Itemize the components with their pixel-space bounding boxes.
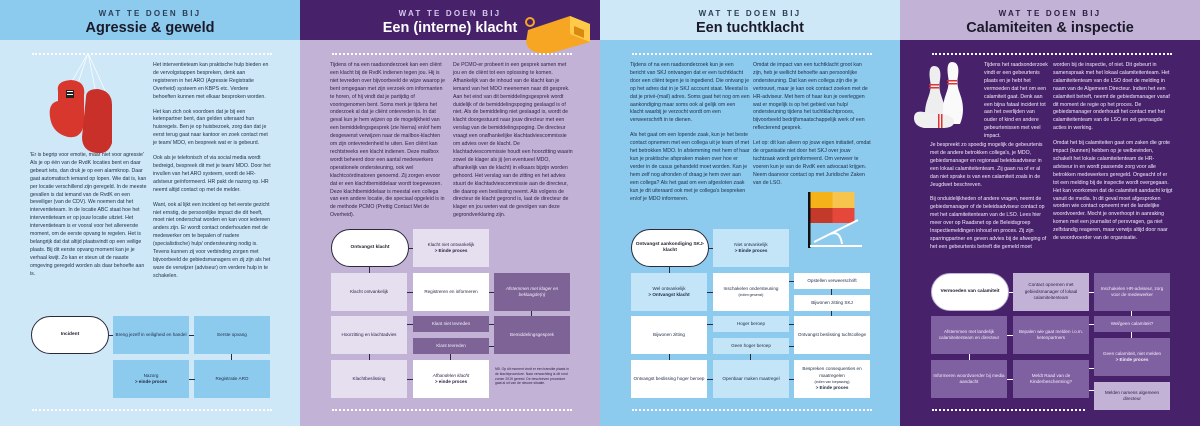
flow-defense: Opstellen verweerschrift — [794, 273, 870, 289]
panel-header — [600, 0, 900, 40]
boxing-gloves-icon — [36, 53, 136, 153]
flow-align: Afstemmen met klager en beklaagde(n) — [494, 273, 570, 311]
dotted-divider — [932, 409, 1085, 411]
whistle-icon — [518, 8, 598, 58]
kicker: WAT TE DOEN BIJ — [98, 9, 202, 18]
flow-start-incident: Incident — [31, 316, 109, 354]
body-text-right: Het interventieteam kan praktische hulp bieden en de vervolgstappen bespreken, denk aan registreren in het ARO (Agressie Registratie Overheid) systeem en KBPS etc. Verdere behoeften kunnen met elkaar besproken worden. Het kan zich ook voordoen dat je bij een ketenpartner bent, dan gelden uiteraard hun huisregels. Ben je op huisbezoek, zorg dan dat je eerst terug gaat naar kantoor en zoek contact met je team/ MDO, en bespreek wat er is gebeurd. Ook als je telefonisch of via social media wordt bedreigd, bespreek dit met je team/ MDO. Door het invullen van het ARO systeem, wordt de HR-adviseur geïnformeerd. HR pakt de nazorg op. HR neemt altijd contact op met de melder. Want, ook al lijkt een incident op het eerste gezicht niet ernstig, de persoonlijke impact die dit heeft, moet niet onderschat worden en kan voor iedereen anders zijn. Er wordt contact onderhouden met de medewerker om te bepalen of nadere (specialistische) hulp/ ondersteuning nodig is. Tevens kunnen zij voor verbinding zorgen met bijvoorbeeld de gebiedsmanagers en zij zijn als het ware de verwijzer (adviseur) om verdere hulp in te schakelen. — [153, 62, 271, 279]
flow-hr: Inschakelen HR-adviseur, zorg voor de medewerker — [1094, 273, 1170, 311]
body-text-left: Tijdens of na een raadsonderzoek kun je een bericht van SKJ ontvangen dat er een tuchtklacht door een cliënt tegen je is ingediend. Die ontvang je op het adres dat in je SKJ account staat. Meestal is dat je privé-(mail) adres. Soms gaat het nog om een aankondiging maar soms ook al gelijk om een klacht waarbij je verzocht wordt om een verweerschrift in te dienen. Als het gaat om een lopende zaak, kun je het beste contact opnemen met een collega uit je team of met het betrokken MDO. In afstemming met hem of haar kun je praktische afspraken maken over hoe er verder in de casus gehandeld moet worden. Kan je hem zelf nog afronden of draag je hem over aan een collega? Als het gaat om een afgesloten zaak kun je dit uiteraard ook met je collega's bespreken en/of je MDO informeren. — [630, 62, 750, 202]
flow-contact: Contact opnemen met gebiedsmanager of lokaal calamiteitenteam — [1013, 273, 1089, 311]
flag-icon — [800, 190, 870, 250]
flow-not-admissible: Niet ontvankelijk > Einde proces — [713, 229, 789, 267]
panel-title: Agressie & geweld — [85, 20, 215, 36]
flow-satisfied: Klant tevreden — [413, 338, 489, 354]
flow-appeal: Hoger beroep — [713, 316, 789, 332]
dotted-divider — [932, 53, 1172, 55]
body-text-intro: Tijdens het raadsonderzoek vindt er een gebeurtenis plaats en je hebt het vermoeden dat het om een calamiteit gaat. Denk aan een bijna fataal incident tot aan het overlijden van ouder of kind en andere gebeurtenissen met veel impact. — [984, 62, 1048, 140]
flow-step-safety: Breng jezelf in veiligheid en handel — [113, 316, 189, 354]
kicker: WAT TE DOEN BIJ — [698, 9, 802, 18]
flow-arrow — [789, 324, 794, 325]
flow-no-appeal: Geen hoger beroep — [713, 338, 789, 354]
flow-rvdk: Meldt Raad van de Kinderbescherming? — [1013, 360, 1089, 398]
flow-arrow — [489, 346, 494, 347]
flow-start-suspicion: Vermoeden van calamiteit — [931, 273, 1009, 311]
flow-start-complaint: Ontvangst klacht — [331, 229, 409, 267]
flow-hearing: Hoorzitting en klachtadvies — [331, 316, 407, 354]
dotted-divider — [332, 53, 572, 55]
dotted-divider — [632, 409, 872, 411]
panel-title: Een (interne) klacht — [382, 20, 518, 36]
flow-start-announcement: Ontvangst aankondiging SKJ-klacht — [631, 229, 709, 267]
flow-note: NB. Op dit moment vindt er een transitie plaats in de klachtprocedure. Naar verwachting is dit rond zomer 2019 gereed. De beschreven procedure gaat al uit van de nieuwe situatie. — [495, 367, 569, 386]
flow-decide: Bepalen wie gaat melden i.o.m. ketenpartners — [1013, 316, 1089, 354]
bowling-pins-icon — [912, 62, 982, 134]
flow-discuss: Bespreken consequenties en maatregelen (indien van toepassing) > Einde proces — [794, 360, 870, 398]
panel-calamities — [900, 0, 1200, 426]
flow-support: Inschakelen ondersteuning (indien gewenst) — [713, 273, 789, 311]
body-text-left: Je bespreekt zo spoedig mogelijk de gebeurtenis met de andere betrokken collega's, je MDO, gebiedsmanager en regionaal beleidsadviseur in een lokaal calamiteitenteam. Zij gaan na of er al dan niet sprake is van een calamiteit zoals in de Jeugdwet beschreven. Bij onduidelijkheden of andere vragen, neemt de gebiedsmanager of de beleidsadviseur contact op met het calamiteitenteam van de LSO. Lees hier meer over op Raadsnet op de Beleidsgroep Inspectiemeldingen inhoud en proces. Zij zijn sparringpartner en geven advies bij de afweging of het een gebeurtenis betreft die gemeld moet — [930, 142, 1047, 250]
flow-align: Afstemmen met landelijk calamiteitenteam en directeur — [931, 316, 1007, 354]
flow-admissible: Klacht ontvankelijk — [331, 273, 407, 311]
flow-decision: Klachtbeslissing — [331, 360, 407, 398]
panel-aggression — [0, 0, 300, 426]
flow-arrow — [407, 324, 413, 325]
flow-not-satisfied: Klant niet tevreden — [413, 316, 489, 332]
flow-arrow — [789, 346, 794, 347]
flow-inform: Informeren woordvoerder bij media aandacht — [931, 360, 1007, 398]
flow-no-calamity: Geen calamiteit, niet melden > Einde proces — [1094, 338, 1170, 376]
flow-report: Melden namens algemeen directeur — [1094, 382, 1170, 410]
flow-appeal-decision: Ontvangst beslissing hoger beroep — [631, 360, 707, 398]
flow-arrow — [1089, 368, 1094, 369]
body-text-right: Omdat de impact van een tuchtklacht groot kan zijn, heb je wellicht behoefte aan persoonlijke ondersteuning. Dat kan een collega zijn die je vertrouwt, maar je kan ook contact zoeken met de HR-adviseur. Met hem of haar kun je overleggen wat er mogelijk is op het gebied van hulp/ ondersteuning tijdens het tuchtklachtproces, bijvoorbeeld bedrijfsmaatschappelijk werk of een reflecterend gesprek. Let op: dit kan alleen op jouw eigen initiatief, omdat de organisatie niet door het SKJ over jouw tuchtzaak wordt geïnformeerd. Om verweer te voeren kun je van de RvdK een advocaat krijgen. Neem daarvoor contact op met Juridische Zaken van de LSO. — [753, 62, 871, 186]
panel-header — [900, 0, 1200, 40]
kicker: WAT TE DOEN BIJ — [998, 9, 1102, 18]
kicker: WAT TE DOEN BIJ — [398, 9, 502, 18]
flow-admissible: Wel ontvankelijk > Ontvangst klacht — [631, 273, 707, 311]
panel-title: Calamiteiten & inspectie — [966, 20, 1134, 36]
flow-register: Registreren en informeren — [413, 273, 489, 311]
flow-attend-skj: Bijwonen zitting SKJ — [794, 295, 870, 311]
dotted-divider — [32, 409, 272, 411]
flow-step-first-care: Eerste opvang — [194, 316, 270, 354]
flow-decision: Ontvangst beslissing tuchtcollege — [794, 316, 870, 354]
flow-step-registration: Registratie ARO — [194, 360, 270, 398]
flow-publish: Openbaar maken maatregel — [713, 360, 789, 398]
body-text-right: worden bij de inspectie, of niet. Dit gebeurt in samenspraak met het lokaal calamiteitenteam. Het calamiteitenteam van de LSO doet de melding in naam van de Algemeen Directeur. Indien het een calamiteit betreft, neemt de gebiedsmanager vanaf dit moment de regie op het proces. De gebiedsmanager onderhoudt het contact met het calamiteitenteam van de LSO en zet gevraagde acties in werking. Omdat het bij calamiteiten gaat om zaken die grote impact (kunnen) hebben op je welbevinden, schakelt het lokale calamiteitenteam de HR-adviseur in en wordt passende zorg voor alle betrokken medewerkers geregeld. Ongeacht of er tot een melding bij de inspectie wordt overgegaan. Het kan voorkomen dat de calamiteit aandacht krijgt vanuit de media. In dit geval moet afgesproken worden wie contact opneemt met de landelijke woordvoerder. Mocht je onverhoopt in aanraking komen met een journalist of persvragen, ga niet zelfstandig reageren, maar verwijs altijd door naar de woordvoerder van de organisatie. — [1053, 62, 1173, 242]
body-text-left: 'Er is begrip voor emotie, maar niet voor agressie' Als je op één van de RvdK locaties bent en daar gebeurt iets, dan druk je op een alarmknop. Daar gaat automatisch iemand op lopen. Wie dat is, kan per locatie verschillend zijn geregeld. In de meeste gevallen is dat iemand van de RvdK en een beveiliger (van de CDV). We noemen dat het interventieteam. In de locatie ABC staat hoe het interventieteam er op jouw locatie uitziet. Het interventieteam is er vooral voor het allereerste moment, om de eerste opvang te regelen. Het is belangrijk dat dat altijd plaatsvindt op een veilige plaats. Bij dit eerste opvang moment kan je je verhaal kwijt. Zo kan er steun uit de naaste omgeving geregeld worden als daar behoefte aan is. — [30, 152, 147, 277]
panel-internal-complaint — [300, 0, 600, 426]
dotted-divider — [332, 409, 572, 411]
flow-not-admissible: Klacht niet ontvankelijk > Einde proces — [413, 229, 489, 267]
flow-arrow — [707, 324, 713, 325]
panel-disciplinary-complaint — [600, 0, 900, 426]
panel-header — [0, 0, 300, 40]
body-text-left: Tijdens of na een raadsonderzoek kan een cliënt een klacht bij de RvdK indienen tegen jou. Hij is niet tevreden over bijvoorbeeld de wijze waarop je bent omgegaan met zijn verzoek om informanten te horen, of hij vindt dat je partijdig of vooringenomen bent. Soms merk je tijdens het onderzoek al dat je cliënt ontevreden is. In dat geval kun je hem wijzen op de mogelijkheid van een bemiddelingsgesprek (zie hierna) en/of hem desgewenst verwijzen naar de mailbox-klachten om zijn ontevredenheid te uiten. Een cliënt kan rechtstreeks een klacht indienen. Deze mailbox wordt beheerd door een aantal medewerkers operationele ondersteuning, ook wel klachtcoördinatoren genoemd. Zij zorgen ervoor dat er een klachtbemiddelaar wordt toegewezen. Deze klachtbemiddelaar is meestal een collega van een andere locatie, die speciaal opgeleid is in de methode PCMO (Prettig Contact Met de Overheid). — [330, 62, 446, 219]
body-text-right: De PCMO-er probeert in een gesprek samen met jou en de cliënt tot een oplossing te komen. Afhankelijk van de inhoud van de klacht kan je iemand van het MDO meenemen naar dit gesprek. Aan het eind van dit bemiddelingsgesprek wordt duidelijk of de bemiddelingspoging geslaagd is of niet. Als de bemiddeling niet geslaagd is, wordt de klacht doorgestuurd naar jouw directeur met een verslag van de bemiddelingspoging. De directeur vraagt een onafhankelijke klachtadviescommissie om advies over de klacht. De klachtadviescommissie houdt een hoorzitting waarin zowel de klager als jij (en eventueel MDO, afhankelijk van de klacht) in elkaars bijzijn worden gehoord. Het verslag van de zitting en het advies stuurt de klachtadviescommissie aan de directeur, die daarop een beslissing neemt. Als volgens de directeur de klacht gegrond is, laat de directeur de klager en jou weten wat de gevolgen van deze gegrondverklaring zijn. — [453, 62, 573, 219]
flow-attend: Bijwonen zitting — [631, 316, 707, 354]
flow-step-aftercare: Nazorg > einde proces — [113, 360, 189, 398]
dotted-divider — [632, 53, 872, 55]
flow-arrow — [1007, 335, 1013, 336]
panel-title: Een tuchtklacht — [696, 20, 804, 36]
flow-arrow — [1089, 324, 1094, 325]
flow-arrow — [189, 379, 195, 380]
flow-handle: Afhandelen klacht > einde proces — [413, 360, 489, 398]
flow-mediation: Bemiddelingsgesprek — [494, 316, 570, 354]
flow-arrow — [489, 324, 494, 325]
flow-question: Wel/geen calamiteit? — [1094, 316, 1170, 332]
